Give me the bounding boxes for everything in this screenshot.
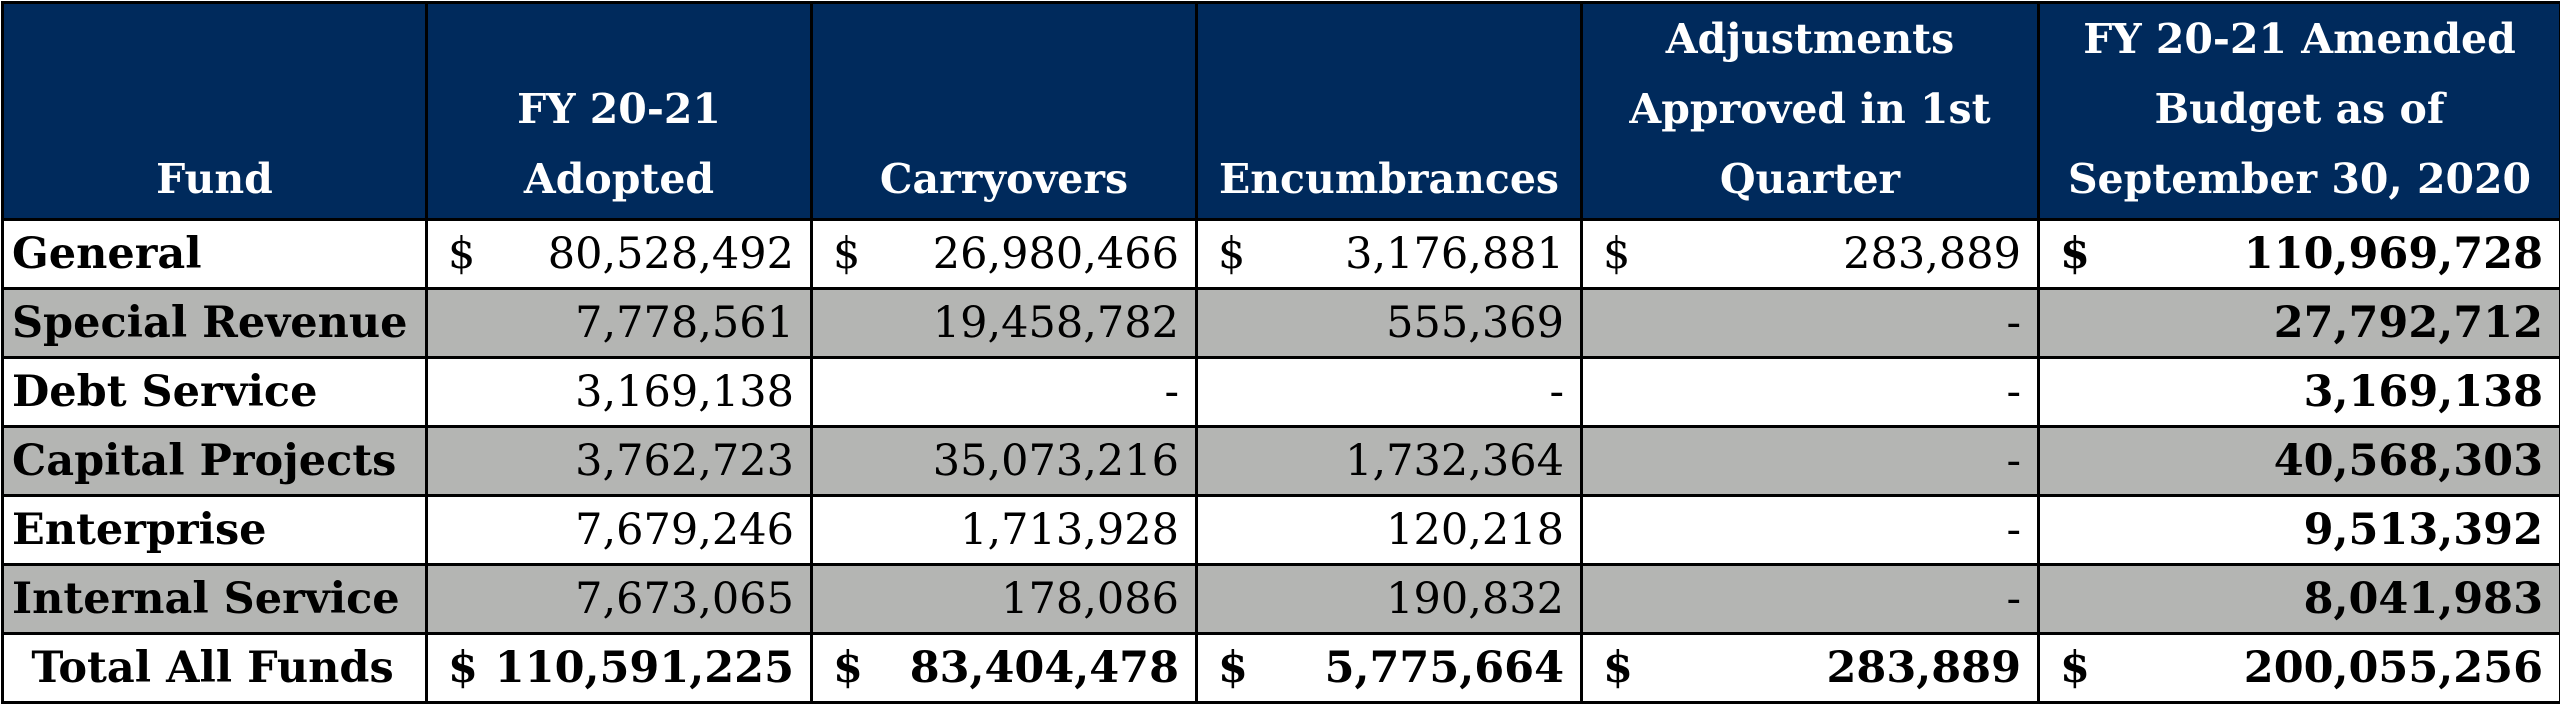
total-carryovers-cell [812,634,1197,703]
carryovers-value: 19,458,782 [812,289,1197,358]
currency-symbol: $ [1218,221,1245,287]
header-amended-line-3: September 30, 2020 [2048,144,2551,214]
table-row-debt-service [3,358,2560,427]
adopted-cell [427,220,812,289]
amended-value: 110,969,728 [2244,229,2543,279]
header-carryovers-line: Carryovers [821,144,1187,214]
total-adjustments-value: 283,889 [1827,643,2022,693]
carryovers-value: 35,073,216 [812,427,1197,496]
currency-symbol: $ [833,635,863,701]
carryovers-cell [812,220,1197,289]
encumbrances-value: 3,176,881 [1345,229,1564,279]
header-adjustments-line-1: Adjustments [1591,4,2029,74]
total-amended-value: 200,055,256 [2244,643,2543,693]
budget-table [1,1,2560,704]
header-amended-line-1: FY 20-21 Amended [2048,4,2551,74]
adjustments-value: - [1582,427,2039,496]
total-adopted-cell [427,634,812,703]
encumbrances-cell [1197,220,1582,289]
total-adopted-value: 110,591,225 [495,643,794,693]
currency-symbol: $ [2060,635,2090,701]
currency-symbol: $ [1603,635,1633,701]
fund-name: General [3,220,427,289]
fund-name: Capital Projects [3,427,427,496]
total-encumbrances-cell [1197,634,1582,703]
header-amended-line-2: Budget as of [2048,74,2551,144]
carryovers-value: 178,086 [812,565,1197,634]
fund-name: Debt Service [3,358,427,427]
table-row-enterprise [3,496,2560,565]
carryovers-value: - [812,358,1197,427]
header-carryovers [812,3,1197,220]
adopted-value: 7,778,561 [427,289,812,358]
amended-cell [2039,220,2560,289]
adopted-value: 80,528,492 [548,229,794,279]
table-row-total [3,634,2560,703]
header-fund [3,3,427,220]
header-encumbrances-line: Encumbrances [1206,144,1572,214]
amended-value: 8,041,983 [2039,565,2560,634]
amended-value: 9,513,392 [2039,496,2560,565]
header-fund-line: Fund [12,144,417,214]
header-adjustments-line-3: Quarter [1591,144,2029,214]
adjustments-value: - [1582,358,2039,427]
header-amended [2039,3,2560,220]
fund-name: Special Revenue [3,289,427,358]
fund-name: Enterprise [3,496,427,565]
header-adjustments [1582,3,2039,220]
amended-value: 27,792,712 [2039,289,2560,358]
currency-symbol: $ [1603,221,1630,287]
header-row [3,3,2560,220]
adjustments-value: - [1582,289,2039,358]
encumbrances-value: 190,832 [1197,565,1582,634]
total-encumbrances-value: 5,775,664 [1325,643,1564,693]
carryovers-value: 26,980,466 [933,229,1179,279]
currency-symbol: $ [833,221,860,287]
currency-symbol: $ [448,221,475,287]
encumbrances-value: 1,732,364 [1197,427,1582,496]
header-encumbrances [1197,3,1582,220]
adjustments-value: 283,889 [1843,229,2021,279]
table-row-internal-service [3,565,2560,634]
total-adjustments-cell [1582,634,2039,703]
currency-symbol: $ [448,635,478,701]
header-adopted [427,3,812,220]
adopted-value: 7,673,065 [427,565,812,634]
fund-name: Internal Service [3,565,427,634]
adjustments-value: - [1582,565,2039,634]
adopted-value: 3,169,138 [427,358,812,427]
amended-value: 3,169,138 [2039,358,2560,427]
header-adopted-line-2: Adopted [436,144,802,214]
encumbrances-value: 120,218 [1197,496,1582,565]
adjustments-cell [1582,220,2039,289]
total-label: Total All Funds [3,634,427,703]
header-adjustments-line-2: Approved in 1st [1591,74,2029,144]
carryovers-value: 1,713,928 [812,496,1197,565]
currency-symbol: $ [1218,635,1248,701]
adopted-value: 7,679,246 [427,496,812,565]
adjustments-value: - [1582,496,2039,565]
adopted-value: 3,762,723 [427,427,812,496]
table-row-general [3,220,2560,289]
total-carryovers-value: 83,404,478 [910,643,1179,693]
total-amended-cell [2039,634,2560,703]
amended-value: 40,568,303 [2039,427,2560,496]
header-adopted-line-1: FY 20-21 [436,74,802,144]
table-row-special-revenue [3,289,2560,358]
currency-symbol: $ [2060,221,2090,287]
table-row-capital-projects [3,427,2560,496]
encumbrances-value: - [1197,358,1582,427]
encumbrances-value: 555,369 [1197,289,1582,358]
